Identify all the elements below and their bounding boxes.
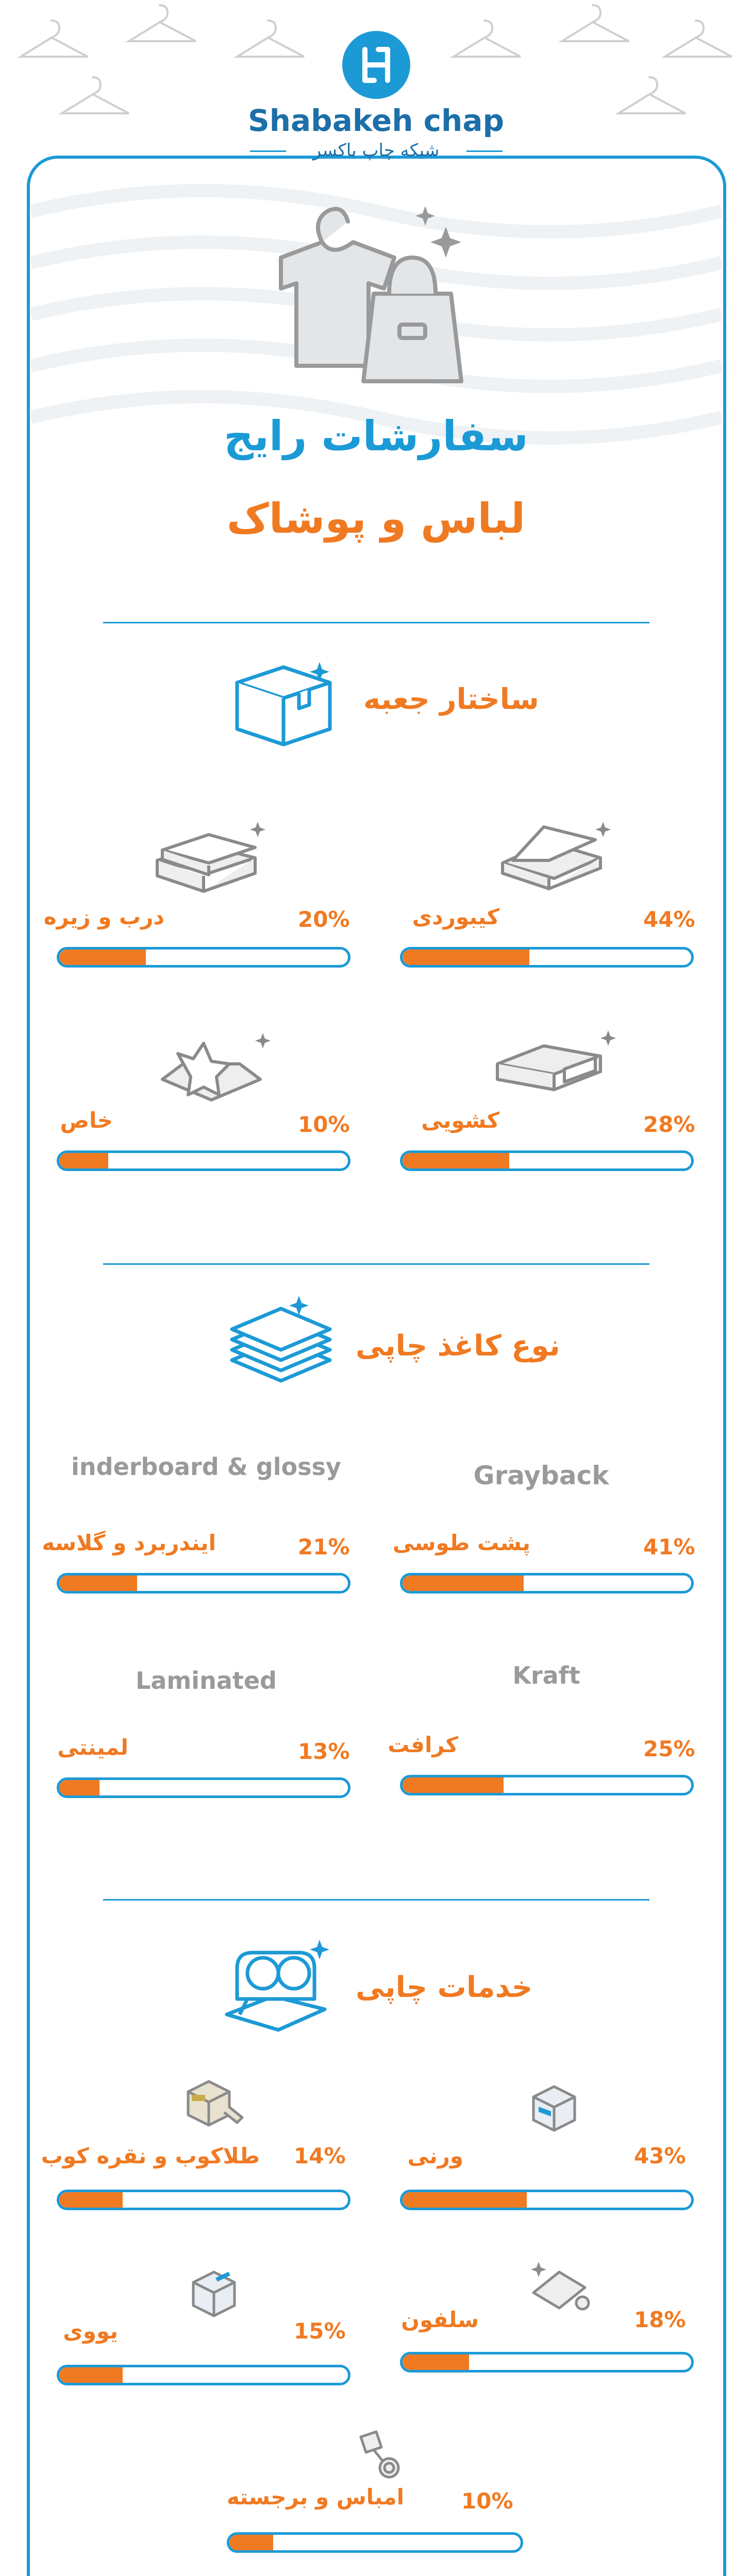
keyboard-box-icon [492,811,616,894]
drawer-box-icon [487,1023,621,1105]
stat-label: طلاکوب و نقره کوب [41,2143,260,2168]
stat-percent: 20% [298,907,350,932]
special-box-icon [147,1023,281,1110]
progress-fill [403,950,529,965]
cellophane-icon [523,2257,595,2318]
clothing-bag-icon [240,196,487,392]
stat-percent: 10% [461,2488,513,2514]
stat-percent: 25% [643,1736,695,1761]
progress-bar [57,947,350,968]
stat-label: کشویی [421,1108,499,1133]
stat-label: خاص [60,1108,113,1133]
progress-fill [403,1575,524,1591]
progress-bar [400,1150,694,1171]
hero-subtitle: لباس و پوشاک [226,495,526,543]
stat-label: ورنی [407,2143,463,2168]
progress-bar [400,2352,694,2372]
progress-fill [59,2192,123,2208]
stat-label: یووی [63,2318,118,2344]
stat-percent: 28% [643,1112,695,1137]
stat-label: سلفون [401,2307,479,2332]
section-box-title: ساختار جعبه [363,683,539,716]
emboss-icon [350,2427,407,2483]
progress-fill [59,1575,137,1591]
progress-fill [59,1153,108,1168]
progress-fill [59,1780,99,1795]
stat-label: کیبوردی [412,904,499,929]
progress-fill [403,1153,509,1168]
progress-bar [400,2190,694,2210]
stat-label: ایندربرد و گلاسه [42,1530,216,1555]
stat-label: کرافت [388,1732,458,1757]
progress-bar [57,2190,350,2210]
brand-name-en: Shabakeh chap [247,103,505,138]
stat-label: درب و زیره [43,904,164,929]
progress-fill [59,2367,123,2383]
brand-name-fa: شبکه چاپ باکسر [312,140,440,161]
progress-bar [57,1150,350,1171]
progress-fill [229,2535,273,2550]
box-icon [227,652,340,755]
stat-label: امباس و برجسته [226,2484,404,2510]
printing-machine-icon [216,1937,335,2040]
stat-label: پشت طوسی [392,1530,530,1555]
section-paper-title: نوع کاغذ چاپی [356,1329,560,1363]
progress-fill [403,2354,469,2370]
stat-percent: 14% [294,2143,346,2168]
progress-bar [57,2365,350,2385]
stat-percent: 41% [643,1534,695,1560]
progress-bar [227,2532,523,2553]
stat-percent: 21% [298,1534,350,1560]
progress-fill [59,950,146,965]
foil-stamp-icon [180,2071,247,2133]
brand-logo [342,31,410,99]
stat-label: لمینتی [57,1735,128,1760]
stat-percent: 15% [294,2318,346,2344]
progress-bar [57,1777,350,1798]
stat-percent: 10% [298,1112,350,1137]
divider-1 [103,622,649,623]
stat-percent: 13% [298,1739,350,1764]
progress-bar [400,947,694,968]
stat-percent: 44% [643,907,695,932]
paper-en-name: Kraft [512,1662,580,1689]
divider-2 [103,1263,649,1265]
paper-stack-icon [222,1293,340,1391]
hero-title: سفارشات رایج [224,412,528,460]
progress-bar [400,1573,694,1594]
section-services-title: خدمات چاپی [356,1971,533,2004]
divider-3 [103,1899,649,1901]
lid-base-box-icon [147,814,271,896]
paper-en-name: inderboard & glossy [71,1453,341,1481]
progress-fill [403,1777,504,1793]
paper-en-name: Laminated [136,1667,277,1694]
progress-bar [57,1573,350,1594]
progress-fill [403,2192,527,2208]
uv-icon [186,2262,242,2318]
paper-en-name: Grayback [473,1461,609,1490]
brand-underline-right [466,150,503,152]
progress-bar [400,1775,694,1795]
varnish-icon [526,2076,582,2133]
stat-percent: 18% [634,2307,686,2332]
stat-percent: 43% [634,2143,686,2168]
